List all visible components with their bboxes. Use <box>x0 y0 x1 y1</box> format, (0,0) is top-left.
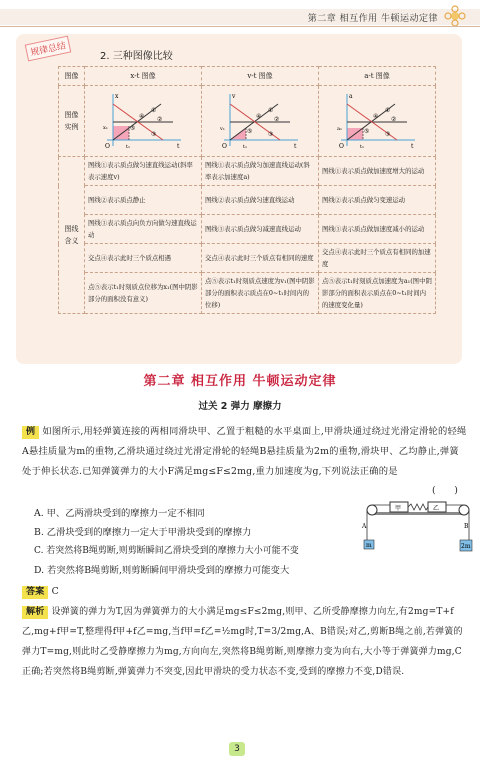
origin-label: O <box>222 143 227 150</box>
block-yi-label: 乙 <box>433 505 440 512</box>
graph-label: ④ <box>139 113 145 120</box>
graph-label: ③ <box>385 131 391 138</box>
example-paragraph <box>22 422 468 482</box>
at-graph-cell <box>319 86 436 157</box>
meaning-cell: 图线①表示质点做加速度增大的运动 <box>319 157 436 186</box>
meaning-row <box>59 186 436 215</box>
y-axis-label: v <box>232 93 236 100</box>
answer-parentheses: ( ) <box>432 485 458 496</box>
v1-label: v₁ <box>220 126 225 132</box>
graph-label: ② <box>391 116 397 123</box>
answer-badge: 答案 <box>22 586 48 599</box>
chapter-title: 第二章 相互作用 牛顿运动定律 <box>143 374 337 389</box>
comparison-table <box>58 66 436 314</box>
graph-label: ③ <box>268 131 274 138</box>
option-d: D. 若突然将B绳剪断,则剪断瞬间甲滑块受到的摩擦力可能变大 <box>34 565 290 576</box>
table-header-cell: a-t 图像 <box>319 67 436 86</box>
header-text: 第二章 相互作用 牛顿运动定律 <box>307 14 438 24</box>
meaning-cell: 图线②表示质点做匀变速运动 <box>319 186 436 215</box>
graph-row <box>59 86 436 157</box>
xt-graph-cell <box>85 86 202 157</box>
xt-graph <box>99 90 187 152</box>
t-axis-label: t <box>294 143 297 150</box>
graph-label: ② <box>157 116 163 123</box>
table-surface <box>374 512 462 515</box>
y-axis-label: a <box>349 93 353 100</box>
left-pulley-icon <box>367 505 377 515</box>
graph-label: ② <box>274 116 280 123</box>
option-c: C. 若突然将B绳剪断,则剪断瞬间乙滑块受到的摩擦力大小可能不变 <box>34 546 299 556</box>
meaning-cell: 点⑤表示t₁时刻质点加速度为a₁(图中阴影部分的面积表示质点在0~t₁时间内的速度变化量) <box>319 273 436 314</box>
origin-label: O <box>339 143 344 150</box>
meaning-cell: 图线③表示质点做匀减速直线运动 <box>202 215 319 244</box>
pulley-diagram <box>364 496 472 558</box>
meaning-cell: 点⑤表示t₁时刻质点速度为v₁(图中阴影部分的面积表示质点在0~t₁时间内的位移) <box>202 273 319 314</box>
meaning-cell: 图线③表示质点向负方向做匀速直线运动 <box>85 215 202 244</box>
a1-label: a₁ <box>337 126 342 132</box>
row-label: 图像实例 <box>59 86 85 157</box>
spring <box>408 504 428 510</box>
example-badge: 例 <box>22 426 39 439</box>
analysis-text: 设弹簧的弹力为T,因为弹簧弹力的大小满足mg≤F≤2mg,则甲、乙所受静摩擦力向左,有2mg=T+f乙,mg+f甲=T,整理得f甲+f乙=mg,当f甲=f乙=½mg时,T=3/2mg,A、B错误;对乙,剪断B绳之前,若弹簧的弹力T=mg,则此时乙受静摩擦力为mg,方向向左,突然将B绳剪断,则摩擦力变为向右,大小等于弹簧弹力mg,C正确;若突然将B绳剪断,弹簧弹力不突变,因此甲滑块的受力状态不变,受到的摩擦力不变,D错误. <box>22 607 463 677</box>
graph-label: ③ <box>151 131 157 138</box>
t-axis-label: t <box>177 143 180 150</box>
summary-tag: 规律总结 <box>25 36 72 62</box>
analysis-badge: 解析 <box>22 606 48 619</box>
x1-label: x₁ <box>103 125 108 131</box>
meaning-cell: 图线②表示质点静止 <box>85 186 202 215</box>
mass-2m-label: 2m <box>461 543 471 550</box>
page-number: 3 <box>229 742 245 756</box>
answer-line <box>22 582 462 602</box>
meaning-row <box>59 273 436 314</box>
option-a: A. 甲、乙两滑块受到的摩擦力一定不相同 <box>34 508 205 519</box>
y-axis-label: x <box>115 93 119 100</box>
meaning-cell: 点⑤表示t₁时刻质点位移为x₁(图中阴影部分的面积没有意义) <box>85 273 202 314</box>
table-header-cell: v-t 图像 <box>202 67 319 86</box>
meaning-cell: 交点④表示此时三个质点有相同的速度 <box>202 244 319 273</box>
mass-m-label: m <box>366 542 372 549</box>
section-title: 过关 2 弹力 摩擦力 <box>198 401 282 412</box>
graph-label: ⑤ <box>364 128 370 135</box>
block-jia-label: 甲 <box>395 505 402 512</box>
header-rule <box>0 26 480 27</box>
t-axis-label: t <box>411 143 414 150</box>
origin-label: O <box>105 143 110 150</box>
row-label: 图线含义 <box>59 157 85 314</box>
meaning-cell: 交点④表示此时三个质点相遇 <box>85 244 202 273</box>
graph-label: ① <box>268 107 274 114</box>
page-header <box>0 0 480 28</box>
at-graph <box>333 90 421 152</box>
vt-graph <box>216 90 304 152</box>
meaning-cell: 图线①表示质点做匀加速直线运动(斜率表示加速度a) <box>202 157 319 186</box>
meaning-cell: 图线②表示质点做匀速直线运动 <box>202 186 319 215</box>
t1-label: t₁ <box>126 144 131 150</box>
analysis-paragraph <box>22 602 470 682</box>
graph-label: ④ <box>256 113 262 120</box>
meaning-row <box>59 157 436 186</box>
table-header-row <box>59 67 436 86</box>
t1-label: t₁ <box>243 144 248 150</box>
meaning-cell: 图线③表示质点做加速度减小的运动 <box>319 215 436 244</box>
answer-value: C <box>51 586 59 597</box>
graph-label: ④ <box>373 113 379 120</box>
rope-b-label: B <box>464 523 469 530</box>
flower-logo-icon <box>444 5 466 27</box>
graph-label: ① <box>151 107 157 114</box>
table-header-cell: 图像 <box>59 67 85 86</box>
vt-graph-cell <box>202 86 319 157</box>
rope-a-label: A <box>362 523 367 530</box>
meaning-row <box>59 215 436 244</box>
meaning-row <box>59 244 436 273</box>
meaning-cell: 图线①表示质点做匀速直线运动(斜率表示速度v) <box>85 157 202 186</box>
meaning-cell: 交点④表示此时三个质点有相同的加速度 <box>319 244 436 273</box>
right-pulley-icon <box>459 505 469 515</box>
option-b: B. 乙滑块受到的摩擦力一定大于甲滑块受到的摩擦力 <box>34 527 252 538</box>
graph-label: ⑤ <box>247 128 253 135</box>
table-header-cell: x-t 图像 <box>85 67 202 86</box>
summary-title: 2. 三种图像比较 <box>100 51 173 62</box>
example-text: 如图所示,用轻弹簧连接的两相同滑块甲、乙置于粗糙的水平桌面上,甲滑块通过绕过光滑定滑轮的轻绳A悬挂质量为m的重物,乙滑块通过绕过光滑定滑轮的轻绳B悬挂质量为2m的重物,滑块甲、乙均静止,弹簧处于伸长状态.已知弹簧弹力的大小F满足mg≤F≤2mg,重力加速度为g,下列说法正确的是 <box>22 426 467 477</box>
t1-label: t₁ <box>360 144 365 150</box>
graph-label: ⑤ <box>130 125 136 132</box>
graph-label: ① <box>385 107 391 114</box>
